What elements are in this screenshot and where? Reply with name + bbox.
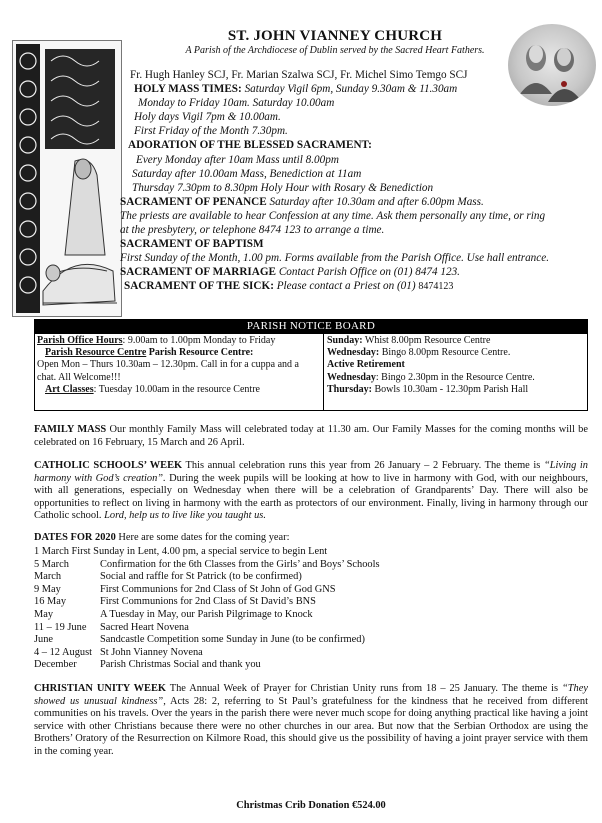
date: December xyxy=(34,659,77,671)
notice-board xyxy=(34,333,588,411)
adoration-label: ADORATION OF THE BLESSED SACRAMENT: xyxy=(128,139,372,152)
family-mass-heading: FAMILY MASS xyxy=(34,424,107,435)
adoration-thursday: Thursday 7.30pm to 8.30pm Holy Hour with Rosary & Benediction xyxy=(132,181,434,194)
event: Confirmation for the 6th Classes from the Girls’ and Boys’ Schools xyxy=(100,558,380,570)
date: March xyxy=(34,571,62,583)
resource-centre xyxy=(37,347,313,359)
date: May xyxy=(34,608,54,620)
list-item xyxy=(34,634,588,647)
date: 4 – 12 August xyxy=(34,646,93,658)
date: 5 March xyxy=(34,558,69,570)
date: 11 – 19 June xyxy=(34,621,87,633)
mass-times xyxy=(126,82,596,96)
dates-heading: DATES FOR 2020 xyxy=(34,532,116,543)
dates-intro: Here are some dates for the coming year: xyxy=(115,532,290,543)
event: Sandcastle Competition some Sunday in June (to be confirmed) xyxy=(100,634,365,646)
event: Parish Christmas Social and thank you xyxy=(100,659,261,671)
priests-line: Fr. Hugh Hanley SCJ, Fr. Marian Szalwa SCJ, Fr. Michel Simo Temgo SCJ xyxy=(130,69,468,81)
resource-centre-text: Open Mon – Thurs 10.30am – 12.30pm. Call in for a cuppa and a chat. All Welcome!!! xyxy=(37,359,299,383)
mass-times-text: Saturday Vigil 6pm, Sunday 9.30am & 11.30am xyxy=(241,83,458,96)
marriage-line xyxy=(120,265,596,279)
active-retirement-label: Active Retirement xyxy=(327,359,405,371)
art-classes-text: : Tuesday 10.00am in the resource Centre xyxy=(93,383,260,395)
pieta-artwork-image xyxy=(12,40,122,317)
notice-board-right xyxy=(327,335,585,396)
parish-info xyxy=(120,68,596,295)
resource-centre-label: Parish Resource Centre xyxy=(45,347,147,359)
event: First Communions for 2nd Class of St David’s BNS xyxy=(100,596,316,608)
crib-donation: Christmas Crib Donation €524.00 xyxy=(236,800,386,811)
notice-board-left xyxy=(37,335,313,396)
dates-first: 1 March First Sunday in Lent, 4.00 pm, a special service to begin Lent xyxy=(34,546,328,557)
wednesday-text: Bingo 8.00pm Resource Centre. xyxy=(379,347,511,359)
list-item xyxy=(34,559,588,572)
notice-board-divider xyxy=(323,334,324,410)
sick-text: Please contact a Priest on (01) xyxy=(273,280,419,293)
mass-weekday: Monday to Friday 10am. Saturday 10.00am xyxy=(138,97,335,110)
retirement-wednesday-text: : Bingo 2.30pm in the Resource Centre. xyxy=(375,371,535,383)
art-classes-label: Art Classes xyxy=(45,383,94,395)
event: Sacred Heart Novena xyxy=(100,621,189,633)
event: St John Vianney Novena xyxy=(100,646,203,658)
baptism-label: SACRAMENT OF BAPTISM xyxy=(120,238,264,251)
church-subtitle: A Parish of the Archdiocese of Dublin served by the Sacred Heart Fathers. xyxy=(185,45,485,56)
list-item xyxy=(34,622,588,635)
schools-week-text1: This annual celebration runs this year from 26 January – 2 February. The theme is xyxy=(182,460,544,471)
sick-line xyxy=(124,279,596,294)
office-hours-text: : 9.00am to 1.00pm Monday to Friday xyxy=(122,335,276,346)
penance-text: Saturday after 10.30am and after 6.00pm Mass. xyxy=(266,195,484,208)
mass-times-label: HOLY MASS TIMES: xyxy=(134,83,242,96)
schools-week-heading: CATHOLIC SCHOOLS’ WEEK xyxy=(34,460,183,471)
sick-label: SACRAMENT OF THE SICK: xyxy=(124,280,274,293)
baptism-text: First Sunday of the Month, 1.00 pm. Forms available from the Parish Office. Use hall entrance. xyxy=(120,252,550,265)
event: First Communions for 2nd Class of St John of God GNS xyxy=(100,583,336,595)
retirement-thursday xyxy=(327,384,585,396)
mass-holy-days: Holy days Vigil 7pm & 10.00am. xyxy=(134,111,281,124)
retirement-wednesday-label: Wednesday xyxy=(327,371,376,383)
list-item xyxy=(34,596,588,609)
unity-week-text2: , Acts 28: 2, referring to St Paul’s gratefulness for the kindness that he received from different communities on his travels. Over the years in the parish there were never much scope for doing anything practical like having a joint service with other Christians because there were no other churches in our area. But now that the Serbian Orthodox are using the Brothers’ Oratory of the Resurrection on Kilmore Road, this should give us the possibility of having a joint prayer service with them in the coming year. xyxy=(34,695,588,757)
church-title: ST. JOHN VIANNEY CHURCH xyxy=(227,28,443,44)
office-hours-label: Parish Office Hours xyxy=(37,335,123,346)
resource-centre-label2: Parish Resource Centre: xyxy=(146,347,254,359)
date: June xyxy=(34,634,54,646)
adoration-saturday: Saturday after 10.00am Mass, Benediction at 11am xyxy=(132,167,362,180)
list-item xyxy=(34,571,588,584)
marriage-text: Contact Parish Office on (01) 8474 123. xyxy=(276,266,460,279)
thursday-label: Thursday: xyxy=(327,383,373,395)
sick-phone: 8474123 xyxy=(418,281,454,293)
list-item xyxy=(34,584,588,597)
date: 9 May xyxy=(34,583,61,595)
wednesday-label: Wednesday: xyxy=(327,347,380,359)
adoration-monday: Every Monday after 10am Mass until 8.00pm xyxy=(136,153,339,166)
unity-week-paragraph xyxy=(34,683,588,758)
list-item xyxy=(34,647,588,660)
unity-week-theme: “They showed us unusual kindness” xyxy=(34,683,588,707)
notice-board-title: PARISH NOTICE BOARD xyxy=(34,319,588,333)
sunday-whist xyxy=(327,335,585,347)
event: Social and raffle for St Patrick (to be confirmed) xyxy=(100,571,302,583)
sunday-text: Whist 8.00pm Resource Centre xyxy=(362,335,491,346)
penance-label: SACRAMENT OF PENANCE xyxy=(120,195,267,208)
penance-presbytery: at the presbytery, or telephone 8474 123 to arrange a time. xyxy=(120,224,385,237)
dates-heading-line xyxy=(34,532,588,545)
unity-week-heading: CHRISTIAN UNITY WEEK xyxy=(34,683,166,694)
penance-confession: The priests are available to hear Confession at any time. Ask them personally any time, or ring xyxy=(120,209,546,222)
dates-list xyxy=(34,546,588,672)
art-classes xyxy=(37,384,313,396)
schools-week-prayer: Lord, help us to live like you taught us. xyxy=(104,510,266,521)
list-item xyxy=(34,609,588,622)
date: 16 May xyxy=(34,596,67,608)
family-mass-text: Our monthly Family Mass will celebrated today at 11.30 am. Our Family Masses for the coming months will be celebrated on 16 February, 15 March and 26 April. xyxy=(34,424,588,448)
schools-week-paragraph xyxy=(34,460,588,523)
marriage-label: SACRAMENT OF MARRIAGE xyxy=(120,266,277,279)
family-mass-paragraph xyxy=(34,424,588,449)
schools-week-theme: “Living in harmony with God’s creation”. xyxy=(34,460,589,484)
unity-week-text1: The Annual Week of Prayer for Christian Unity runs from 18 – 25 January. The theme is xyxy=(165,683,562,694)
thursday-text: Bowls 10.30am - 12.30pm Parish Hall xyxy=(372,383,529,395)
list-item xyxy=(34,659,588,672)
schools-week-text2: During the week pupils will be looking at how to live in harmony with God, with our neighbours, with all generations, especially on Wednesday when there will be a celebration of Grandparents’ Day. There will also be opportunities to reflect on living in harmony with the earth as protectors of our environment. Finally, living in harmony through our Catholic school. xyxy=(34,472,588,521)
office-hours xyxy=(37,335,313,347)
event: A Tuesday in May, our Parish Pilgrimage to Knock xyxy=(100,608,313,620)
sunday-label: Sunday: xyxy=(327,335,363,346)
penance-line xyxy=(120,195,596,209)
mass-first-friday: First Friday of the Month 7.30pm. xyxy=(134,125,288,138)
retirement-wednesday xyxy=(327,372,585,384)
wednesday-bingo xyxy=(327,347,585,359)
